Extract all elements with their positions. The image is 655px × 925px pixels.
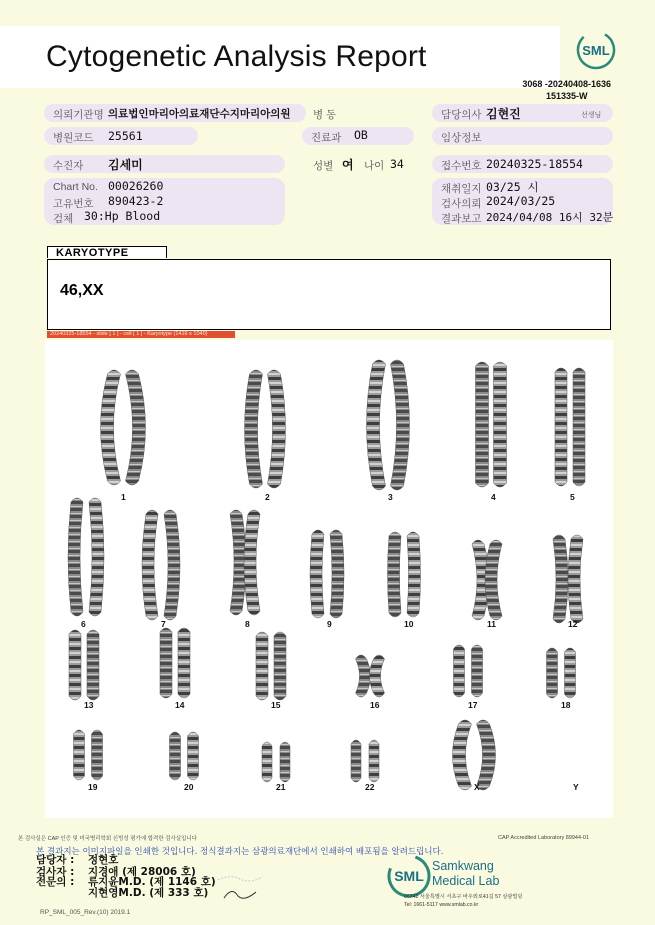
chromosome [477, 720, 496, 790]
sml-logo-text: SML [582, 43, 610, 58]
chromosome [160, 628, 172, 698]
institution-label: 의뢰기관명 [53, 109, 104, 121]
chromosome [407, 532, 421, 617]
chromosome [453, 720, 472, 790]
karyotype-result-box [47, 259, 611, 330]
chr-label-15: 15 [271, 700, 281, 710]
chr-label-y: Y [573, 782, 579, 792]
id-label: 고유번호 [53, 198, 94, 210]
chr-label-10: 10 [404, 619, 414, 629]
chromosome [388, 532, 402, 617]
chr-label-1: 1 [121, 492, 126, 502]
chart-value: 00026260 [108, 179, 164, 193]
ward-label: 병 동 [313, 109, 337, 121]
document-number [522, 78, 611, 102]
chr-label-4: 4 [491, 492, 496, 502]
age-value: 34 [390, 157, 404, 171]
chr-label-x: X [474, 782, 480, 792]
chromosome [92, 730, 103, 780]
lab-name [432, 859, 499, 889]
chromosome [164, 510, 180, 620]
chromosome [553, 535, 568, 623]
patient-value: 김세미 [108, 158, 143, 172]
doctor-label: 담당의사 [441, 109, 482, 121]
printout-note: 본 결과지는 이미지파일을 인쇄한 것입니다. 정식결과지는 삼광의료재단에서 인쇄하여 배포됨을 알려드립니다. [36, 847, 444, 857]
chr-label-14: 14 [175, 700, 185, 710]
chromosome [310, 530, 324, 618]
dept-label: 진료과 [311, 132, 342, 144]
age-label: 나이 [364, 160, 385, 172]
karyogram-image [45, 340, 613, 818]
staff-name: 지현영M.D. (제 333 호) [88, 887, 209, 899]
result-date-label: 결과보고 [441, 213, 482, 225]
chromosome [476, 362, 489, 487]
chromosome [485, 540, 502, 620]
chromosome [101, 370, 121, 485]
chr-label-9: 9 [327, 619, 332, 629]
lab-name-line1: Samkwang [432, 859, 494, 873]
patient-label: 수진자 [53, 160, 84, 172]
chromosome [245, 370, 263, 488]
staff-role: 검사자 : [36, 866, 75, 878]
collect-label: 채취일지 [441, 183, 482, 195]
lab-address [404, 893, 522, 909]
chromosome [547, 648, 558, 698]
staff-name: 정현호 [88, 854, 119, 866]
chr-label-13: 13 [84, 700, 94, 710]
chr-label-18: 18 [561, 700, 571, 710]
chromosome [178, 628, 190, 698]
result-date-value: 2024/04/08 16시 32분 [486, 211, 614, 224]
chr-label-11: 11 [487, 619, 496, 629]
chromosome [244, 510, 260, 615]
staff-name: 류지윤M.D. (제 1146 호) [88, 876, 216, 888]
chromosome [68, 498, 83, 616]
lab-name-line2: Medical Lab [432, 874, 500, 888]
chromosome [369, 740, 379, 782]
chromosome [87, 630, 99, 700]
chromosome [568, 535, 583, 623]
chr-label-6: 6 [81, 619, 86, 629]
doctor-suffix: 선생님 [581, 112, 602, 119]
chromosome [454, 645, 465, 697]
chromosome [89, 498, 104, 616]
karyogram-drawing [45, 340, 613, 818]
chr-label-20: 20 [184, 782, 194, 792]
chromosome [330, 530, 344, 618]
chromosome [351, 740, 361, 782]
chart-label: Chart No. [53, 181, 98, 193]
receipt-value: 20240325-18554 [486, 157, 583, 171]
dept-value: OB [354, 128, 368, 142]
chromosome [256, 632, 268, 700]
staff-row [36, 876, 216, 888]
staff-name: 지경애 (제 28006 호) [88, 866, 196, 878]
chromosome [274, 632, 286, 700]
chromosome [262, 742, 272, 782]
chr-label-21: 21 [276, 782, 286, 792]
form-number: RP_SML_005_Rev.(10) 2019.1 [40, 909, 131, 916]
chromosome [74, 730, 85, 780]
sex-label: 성별 [313, 160, 334, 172]
chromosome [69, 630, 81, 700]
institution-value: 의료법인마리아의료재단수지마리아의원 [108, 108, 291, 120]
chr-label-3: 3 [388, 492, 393, 502]
staff-role: 전문의 : [36, 876, 75, 888]
chromosome [142, 510, 158, 620]
chromosome [356, 655, 371, 697]
doctor-value: 김현진 [486, 107, 521, 121]
chr-label-22: 22 [365, 782, 375, 792]
chromosome [170, 732, 181, 780]
karyogram-caption: 20240325-18554 - slide [ 1 ] - cell [ 1 ] - Karyotype (1416 x 1040) [47, 331, 235, 338]
document-number-line2: 151335-W [545, 91, 588, 101]
chromosome [126, 370, 146, 485]
chromosome-set [68, 360, 585, 790]
cap-accreditation: CAP Accredited Laboratory 89944-01 [497, 835, 589, 841]
receipt-label: 접수번호 [441, 160, 482, 172]
collect-value: 03/25 시 [486, 180, 539, 194]
chromosome [494, 362, 507, 487]
samkwang-logo-text: SML [394, 868, 424, 884]
chromosome [280, 742, 290, 782]
chromosome [565, 648, 576, 698]
hospital-code-label: 병원코드 [53, 132, 94, 144]
chr-label-5: 5 [570, 492, 575, 502]
chromosome [573, 368, 585, 486]
chr-label-17: 17 [468, 700, 478, 710]
chromosome [188, 732, 199, 780]
chr-label-16: 16 [370, 700, 380, 710]
chromosome [472, 645, 483, 697]
lab-address-line1: 06742 서울특별시 서초구 바우뫼로41길 57 삼광빌딩 [404, 894, 523, 900]
signature-image [210, 870, 270, 904]
request-value: 2024/03/25 [486, 194, 556, 208]
chr-label-19: 19 [88, 782, 98, 792]
sex-value: 여 [342, 158, 354, 172]
report-title: Cytogenetic Analysis Report [46, 40, 427, 73]
chromosome [391, 360, 410, 490]
chr-label-12: 12 [568, 619, 578, 629]
chromosome [268, 370, 286, 488]
hospital-code-value: 25561 [108, 129, 143, 143]
chromosome [367, 360, 386, 490]
chromosome [230, 510, 246, 615]
karyotype-result: 46,XX [60, 282, 104, 299]
specimen-label: 검체 [53, 213, 74, 225]
chromosome [370, 655, 385, 697]
sml-logo-icon [576, 30, 616, 70]
chr-label-2: 2 [265, 492, 270, 502]
staff-row [36, 854, 119, 866]
clinical-label: 임상정보 [441, 132, 482, 144]
karyotype-tab: KARYOTYPE [47, 246, 167, 258]
id-value: 890423-2 [108, 194, 164, 208]
specimen-value: 30:Hp Blood [84, 209, 161, 223]
chr-label-8: 8 [245, 619, 250, 629]
chr-label-7: 7 [161, 619, 166, 629]
legal-text: 본 검사실은 CAP 인증 및 미국병리학회 신빙성 평가에 합격한 검사실입니다 [18, 836, 198, 842]
chromosome [555, 368, 567, 486]
request-label: 검사의뢰 [441, 198, 482, 210]
document-number-line1: 3068 -20240408-1636 [522, 79, 611, 89]
staff-role: 담당자 : [36, 854, 75, 866]
lab-address-line2: Tel: 1661-5117 www.smlab.co.kr [404, 902, 479, 908]
